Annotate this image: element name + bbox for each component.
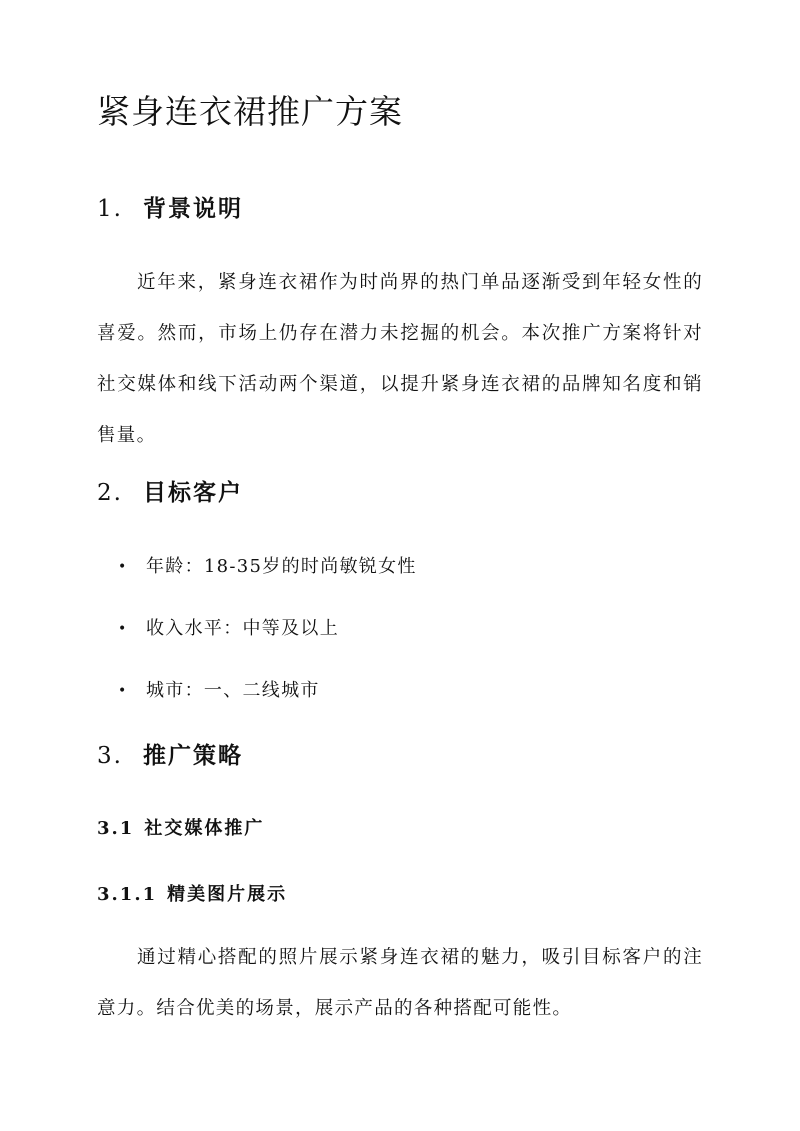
subsection-title: 精美图片展示	[167, 884, 288, 905]
list-item	[118, 610, 417, 672]
section-title: 推广策略	[143, 742, 243, 769]
bullet-icon: •	[118, 621, 128, 637]
section-number: 2.	[97, 480, 123, 506]
subsection-heading-photo-display	[97, 884, 287, 906]
list-item-text: 年龄：18-35岁的时尚敏锐女性	[146, 556, 417, 577]
section-heading-strategy	[97, 742, 243, 771]
subsection-number: 3.1	[97, 818, 135, 839]
list-item	[118, 548, 417, 610]
subsection-heading-social-media	[97, 818, 264, 840]
background-paragraph: 近年来，紧身连衣裙作为时尚界的热门单品逐渐受到年轻女性的喜爱。然而，市场上仍存在潜力未挖掘的机会。本次推广方案将针对社交媒体和线下活动两个渠道，以提升紧身连衣裙的品牌知名度和销售量。	[97, 272, 703, 446]
section-number: 1.	[97, 196, 123, 222]
section-heading-target-customers	[97, 479, 243, 508]
list-item-text: 城市：一、二线城市	[146, 680, 320, 701]
photo-display-paragraph: 通过精心搭配的照片展示紧身连衣裙的魅力，吸引目标客户的注意力。结合优美的场景，展示产品的各种搭配可能性。	[97, 947, 703, 1019]
section-title: 目标客户	[143, 479, 243, 506]
bullet-icon: •	[118, 683, 128, 699]
subsection-title: 社交媒体推广	[144, 818, 265, 839]
section-heading-background	[97, 195, 243, 224]
section-number: 3.	[97, 743, 123, 769]
bullet-icon: •	[118, 559, 128, 575]
document-title: 紧身连衣裙推广方案	[97, 92, 403, 131]
list-item-text: 收入水平：中等及以上	[146, 618, 339, 639]
target-customer-list	[118, 548, 417, 734]
list-item	[118, 672, 417, 734]
section-title: 背景说明	[143, 195, 243, 222]
subsection-number: 3.1.1	[97, 884, 158, 905]
